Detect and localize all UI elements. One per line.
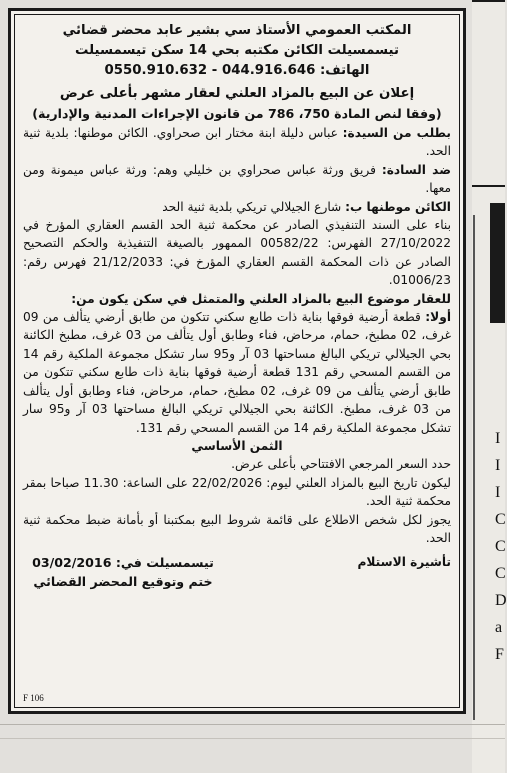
against-text: فريق ورثة عباس صحراوي بن خليلي وهم: ورثة عباس ميمونة ومن معها.: [23, 162, 451, 196]
against-label: ضد السادة:: [381, 162, 451, 177]
office-name: المكتب العمومي الأستاذ سي بشير عابد محضر قضائي: [62, 23, 412, 38]
residence-paragraph: [23, 198, 451, 216]
margin-letter: C: [495, 565, 506, 582]
requester-paragraph: [23, 124, 451, 161]
against-paragraph: [23, 161, 451, 198]
place-date: تيسمسيلت في: 03/02/2016: [32, 555, 214, 571]
inspection-text: يجوز لكل شخص الاطلاع على قائمة شروط البيع بمكتبنا أو بأمانة ضبط محكمة ثنية الحد.: [23, 512, 451, 545]
signature-place-date: [23, 553, 223, 591]
first-label: أولا:: [425, 310, 451, 325]
margin-letter: a: [495, 619, 503, 636]
margin-letter: F: [495, 646, 504, 663]
margin-letter: I: [495, 484, 501, 501]
margin-letter: I: [495, 430, 501, 447]
announcement-title: إعلان عن البيع بالمزاد العلني لعقار مشهر بأعلى عرض: [59, 86, 415, 101]
page-fold-line: [0, 738, 505, 739]
requester-text: عباس دليلة ابنة مختار ابن صحراوي. الكائن موطنها: بلدية ثنية الحد.: [23, 126, 451, 159]
property-description: [23, 308, 451, 437]
margin-letter: D: [495, 592, 507, 609]
legal-basis-paragraph: بناء على السند التنفيذي الصادر عن محكمة ثنية الحد القسم العقاري المؤرخ في 27/10/2022 الفهرس: 00582/22 الممهور بالصيغة التنفيذية والحكم التصحيح الصادر عن ذات المحكمة القسم العقاري المؤرخ في: 21/12/2033 فهرس رقم: 01006/23.: [23, 218, 451, 288]
receipt-visa: تأشيرة الاستلام: [357, 555, 451, 570]
adjacent-column-divider: [473, 215, 475, 720]
price-heading: الثمن الأساسي: [191, 438, 283, 453]
announcement-subtitle: (وفقا لنص المادة 750، 786 من قانون الإجراءات المدنية والإدارية): [32, 106, 442, 121]
page-fold-line: [0, 724, 505, 725]
margin-letter: C: [495, 538, 506, 555]
first-text: قطعة أرضية فوقها بناية ذات طابع سكني تتكون من طابق أرضي يتألف من 09 غرف، 02 مطبخ، حمام، مرحاض، فناء وطابق أول يتألف من 03 غرف، مطبخ الكائنة بحي الجيلالي تريكي البالغ مساحتها 03 آر و95 سار تشكل مجموعة الملكية رقم 14 من القسم المسحي رقم 131 قطعة أرضية فوقها بناية ذات طابع سكني تتكون من طابق أرضي يتألف من 09 غرف، 02 مطبخ، حمام، مرحاض، فناء وطابق أول يتألف من 03 غرف، مطبخ. الكائنة بحي الجيلالي تريكي البالغ مساحتها 03 آر و95 سار تشكل مجموعة الملكية رقم 14 من القسم المسحي رقم 131.: [23, 310, 452, 435]
adjacent-column-rule: [472, 0, 505, 2]
price-text: حدد السعر المرجعي الافتتاحي بأعلى عرض.: [231, 457, 451, 472]
signature-block: [23, 553, 451, 597]
residence-text: شارع الجيلالي تريكي بلدية ثنية الحد: [162, 199, 346, 214]
adjacent-column-rule: [472, 185, 505, 187]
margin-letter: I: [495, 457, 501, 474]
auction-notice: [8, 8, 466, 714]
margin-letter: C: [495, 511, 506, 528]
sale-date-text: ليكون تاريخ البيع بالمزاد العلني ليوم: 22/02/2026 على الساعة: 11.30 صباحا بمقر محكمة ثنية الحد.: [23, 475, 451, 509]
adjacent-column-black-bar: [490, 203, 505, 323]
form-code: F 106: [23, 692, 44, 703]
office-address: تيسمسيلت الكائن مكتبه بحي 14 سكن تيسمسيلت: [75, 43, 399, 58]
office-phone: الهاتف: 044.916.646 - 0550.910.632: [104, 63, 370, 78]
stamp-line: ختم وتوقيع المحضر القضائي: [33, 574, 213, 590]
residence-label: الكائن موطنها ب:: [345, 199, 451, 214]
requester-label: بطلب من السيدة:: [342, 126, 451, 140]
property-heading: للعقار موضوع البيع بالمزاد العلني والمتمثل في سكن يكون من:: [71, 291, 451, 306]
